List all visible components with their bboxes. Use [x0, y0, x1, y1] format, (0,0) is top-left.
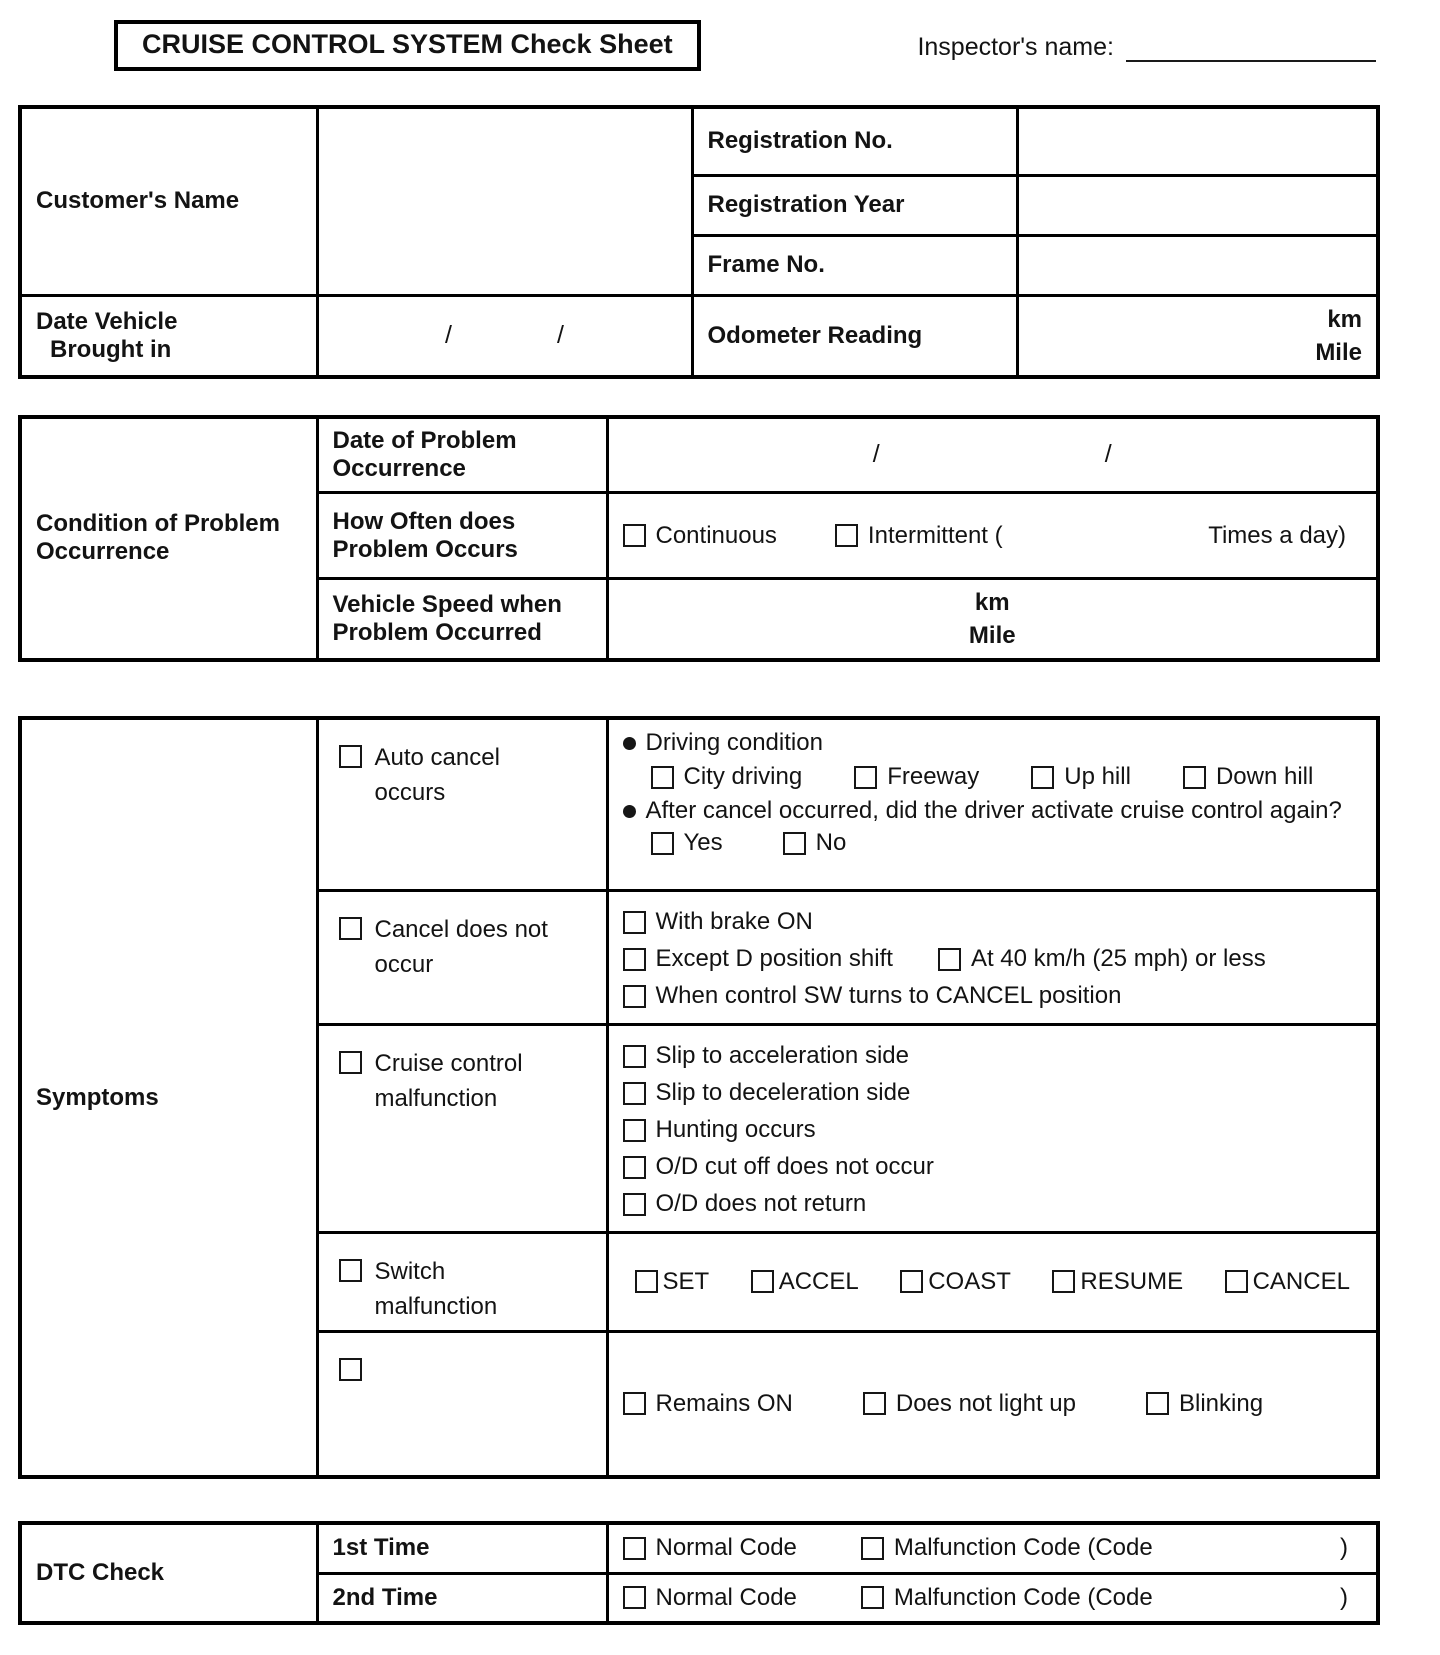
switch-options-cell — [607, 1232, 1378, 1331]
accel-label: ACCEL — [778, 1267, 859, 1295]
hunting-checkbox[interactable] — [623, 1119, 646, 1142]
how-often-label: How Often does Problem Occurs — [317, 493, 607, 579]
date-slash-2: / — [557, 321, 564, 349]
inspector-row — [917, 20, 1376, 62]
coast-label: COAST — [928, 1267, 1011, 1295]
date-brought-label — [20, 295, 317, 377]
auto-cancel-checkbox[interactable] — [339, 745, 362, 768]
page-title-text: CRUISE CONTROL SYSTEM Check Sheet — [142, 29, 673, 59]
dtc-first-time-cell — [607, 1523, 1378, 1573]
problem-date-slash-2: / — [1104, 440, 1112, 469]
driving-condition-label: Driving condition — [645, 729, 823, 756]
uphill-checkbox[interactable] — [1031, 766, 1054, 789]
how-often-options-row — [623, 522, 1363, 550]
auto-cancel-option — [333, 726, 592, 810]
freeway-label: Freeway — [887, 763, 980, 790]
odometer-label: Odometer Reading — [692, 295, 1017, 377]
dtc-first-options-row — [623, 1534, 1363, 1562]
after-cancel-no-option — [783, 829, 847, 857]
dtc2-malfunction-checkbox[interactable] — [861, 1586, 884, 1609]
problem-date-slashes — [623, 440, 1363, 469]
continuous-label: Continuous — [655, 521, 777, 549]
unlabeled-symptom-checkbox[interactable] — [339, 1358, 362, 1381]
auto-cancel-label: Auto cancel occurs — [374, 744, 500, 806]
cancel-option — [1225, 1268, 1350, 1296]
with-brake-on-checkbox[interactable] — [623, 911, 646, 934]
vehicle-speed-field[interactable] — [607, 579, 1378, 661]
dtc2-normal-label: Normal Code — [655, 1583, 797, 1611]
hunting-option — [623, 1116, 816, 1144]
hunting-row — [623, 1112, 1363, 1149]
slip-acceleration-label: Slip to acceleration side — [655, 1042, 909, 1069]
speed-mile-label: Mile — [968, 622, 1016, 649]
dtc1-code-field[interactable]: ) — [1340, 1534, 1348, 1562]
cruise-malfunction-option — [333, 1032, 592, 1116]
dtc-second-time-label: 2nd Time — [317, 1573, 607, 1623]
inspector-name-field[interactable] — [1126, 30, 1376, 62]
frame-no-label: Frame No. — [692, 235, 1017, 295]
does-not-light-label: Does not light up — [895, 1389, 1076, 1417]
with-brake-label: With brake ON — [655, 908, 813, 935]
except-d-position-checkbox[interactable] — [623, 948, 646, 971]
slip-decel-row — [623, 1075, 1363, 1112]
resume-label: RESUME — [1080, 1267, 1184, 1295]
date-slashes — [333, 321, 677, 350]
switch-malfunction-checkbox[interactable] — [339, 1259, 362, 1282]
after-cancel-yes-option — [651, 829, 723, 857]
customer-name-field[interactable] — [317, 107, 692, 295]
downhill-option — [1183, 763, 1313, 791]
indicator-option — [333, 1339, 592, 1381]
city-driving-label: City driving — [683, 763, 803, 790]
driving-options-row — [623, 760, 1363, 794]
slip-deceleration-label: Slip to deceleration side — [655, 1079, 911, 1106]
dtc-first-time-label: 1st Time — [317, 1523, 607, 1573]
od-return-row — [623, 1186, 1363, 1223]
accel-option — [751, 1268, 859, 1296]
resume-option — [1052, 1268, 1183, 1296]
after-cancel-no-label: No — [815, 829, 847, 856]
cancel-not-occur-cell — [317, 890, 607, 1024]
page-title — [114, 20, 701, 71]
od-return-checkbox[interactable] — [623, 1193, 646, 1216]
freeway-checkbox[interactable] — [854, 766, 877, 789]
after-cancel-question: After cancel occurred, did the driver activate cruise control again? — [645, 797, 1342, 824]
continuous-checkbox[interactable] — [623, 524, 646, 547]
customer-info-table — [18, 105, 1380, 379]
bullet-icon — [623, 805, 636, 818]
od-cutoff-label: O/D cut off does not occur — [655, 1153, 934, 1180]
problem-date-field[interactable] — [607, 417, 1378, 493]
dtc-second-time-cell — [607, 1573, 1378, 1623]
continuous-option — [623, 522, 777, 550]
except-d-option — [623, 945, 893, 973]
dtc-table — [18, 1521, 1380, 1625]
slip-deceleration-option — [623, 1079, 911, 1107]
dtc1-normal-label: Normal Code — [655, 1534, 797, 1562]
cancel-label: CANCEL — [1252, 1267, 1350, 1295]
freeway-option — [854, 763, 979, 791]
bullet-icon — [623, 737, 636, 750]
cancel-not-occur-details — [607, 890, 1378, 1024]
slip-accel-row — [623, 1038, 1363, 1075]
remains-on-label: Remains ON — [655, 1389, 793, 1417]
auto-cancel-details — [607, 718, 1378, 890]
frame-no-field[interactable] — [1017, 235, 1378, 295]
control-sw-row — [623, 978, 1363, 1015]
inspector-label: Inspector's name: — [917, 33, 1114, 61]
switch-malfunction-cell — [317, 1232, 607, 1331]
uphill-option — [1031, 763, 1131, 791]
symptoms-section-label: Symptoms — [20, 718, 317, 1477]
times-a-day-label: Times a day) — [1208, 521, 1346, 549]
accel-checkbox[interactable] — [751, 1270, 774, 1293]
yes-no-row — [623, 826, 1363, 860]
vehicle-speed-label: Vehicle Speed when Problem Occurred — [317, 579, 607, 661]
cruise-malfunction-label: Cruise control malfunction — [374, 1049, 523, 1112]
registration-no-field[interactable] — [1017, 107, 1378, 175]
control-sw-option — [623, 982, 1122, 1010]
date-brought-line1: Date Vehicle — [36, 307, 178, 335]
odometer-km-label: km — [1327, 305, 1362, 333]
intermittent-checkbox[interactable] — [835, 524, 858, 547]
dtc2-malfunction-label: Malfunction Code (Code — [893, 1583, 1153, 1611]
odometer-mile-label: Mile — [1315, 338, 1362, 366]
coast-checkbox[interactable] — [900, 1270, 923, 1293]
slip-acceleration-checkbox[interactable] — [623, 1045, 646, 1068]
remains-on-checkbox[interactable] — [623, 1392, 646, 1415]
problem-date-label: Date of Problem Occurrence — [317, 417, 607, 493]
blinking-option — [1146, 1390, 1263, 1418]
set-checkbox[interactable] — [635, 1270, 658, 1293]
dtc1-normal-checkbox[interactable] — [623, 1537, 646, 1560]
cruise-control-malfunction-checkbox[interactable] — [339, 1051, 362, 1074]
indicator-options-cell — [607, 1331, 1378, 1477]
with-brake-row — [623, 904, 1363, 941]
problem-date-slash-1: / — [872, 440, 880, 469]
how-often-options — [607, 493, 1378, 579]
cancel-not-occur-label: Cancel does not occur — [374, 915, 548, 978]
after-cancel-question-row — [623, 794, 1363, 826]
remains-on-option — [623, 1390, 793, 1418]
city-driving-option — [651, 763, 803, 791]
indicator-options-row — [623, 1385, 1363, 1422]
condition-section-label: Condition of Problem Occurrence — [20, 417, 317, 661]
driving-condition-item — [623, 729, 823, 757]
intermittent-label: Intermittent ( — [867, 521, 1003, 549]
does-not-light-up-checkbox[interactable] — [863, 1392, 886, 1415]
downhill-label: Down hill — [1215, 763, 1314, 790]
dtc1-malfunction-option — [861, 1534, 1153, 1562]
after-cancel-yes-checkbox[interactable] — [651, 832, 674, 855]
header — [18, 20, 1376, 71]
set-option — [635, 1268, 710, 1296]
cancel-checkbox[interactable] — [1225, 1270, 1248, 1293]
vehicle-speed-units — [623, 586, 1363, 652]
od-cutoff-row — [623, 1149, 1363, 1186]
uphill-label: Up hill — [1064, 763, 1131, 790]
blinking-label: Blinking — [1179, 1389, 1264, 1417]
odometer-field[interactable] — [1017, 295, 1378, 377]
symptoms-table — [18, 716, 1380, 1479]
at-40kmh-checkbox[interactable] — [938, 948, 961, 971]
od-cutoff-checkbox[interactable] — [623, 1156, 646, 1179]
od-cutoff-option — [623, 1153, 934, 1181]
with-brake-option — [623, 908, 813, 936]
dtc-section-label: DTC Check — [20, 1523, 317, 1623]
auto-cancel-cell — [317, 718, 607, 890]
city-driving-checkbox[interactable] — [651, 766, 674, 789]
date-brought-field[interactable] — [317, 295, 692, 377]
registration-year-field[interactable] — [1017, 175, 1378, 235]
registration-no-label: Registration No. — [692, 107, 1017, 175]
switch-options-row — [623, 1268, 1363, 1296]
after-cancel-yes-label: Yes — [683, 829, 723, 856]
after-cancel-no-checkbox[interactable] — [783, 832, 806, 855]
coast-option — [900, 1268, 1011, 1296]
except-d-label: Except D position shift — [655, 945, 893, 972]
intermittent-option — [835, 522, 1003, 550]
condition-table — [18, 415, 1380, 663]
date-brought-line2: Brought in — [50, 335, 172, 363]
downhill-checkbox[interactable] — [1183, 766, 1206, 789]
dtc2-normal-checkbox[interactable] — [623, 1586, 646, 1609]
hunting-label: Hunting occurs — [655, 1116, 816, 1143]
does-not-light-option — [863, 1390, 1076, 1418]
odometer-units — [1033, 303, 1363, 369]
cancel-does-not-occur-checkbox[interactable] — [339, 917, 362, 940]
dtc2-code-field[interactable]: ) — [1340, 1583, 1348, 1611]
resume-checkbox[interactable] — [1052, 1270, 1075, 1293]
registration-year-label: Registration Year — [692, 175, 1017, 235]
slip-acceleration-option — [623, 1042, 909, 1070]
switch-malfunction-label: Switch malfunction — [374, 1257, 498, 1320]
date-slash-1: / — [445, 321, 452, 349]
customer-name-label: Customer's Name — [20, 107, 317, 295]
control-sw-label: When control SW turns to CANCEL position — [655, 982, 1122, 1009]
cruise-malfunction-details — [607, 1024, 1378, 1232]
slip-deceleration-checkbox[interactable] — [623, 1082, 646, 1105]
at-40kmh-option — [938, 945, 1266, 973]
cruise-malfunction-cell — [317, 1024, 607, 1232]
dtc1-malfunction-checkbox[interactable] — [861, 1537, 884, 1560]
except-d-row — [623, 941, 1363, 978]
indicator-cell — [317, 1331, 607, 1477]
control-sw-cancel-checkbox[interactable] — [623, 985, 646, 1008]
driving-condition-row — [623, 726, 1363, 760]
od-return-label: O/D does not return — [655, 1190, 867, 1217]
switch-malfunction-option — [333, 1240, 592, 1324]
blinking-checkbox[interactable] — [1146, 1392, 1169, 1415]
at-40kmh-label: At 40 km/h (25 mph) or less — [970, 945, 1266, 972]
speed-km-label: km — [974, 589, 1010, 616]
dtc1-normal-option — [623, 1534, 797, 1562]
cancel-not-occur-option — [333, 898, 592, 982]
dtc1-malfunction-label: Malfunction Code (Code — [893, 1534, 1153, 1562]
od-return-option — [623, 1190, 867, 1218]
set-label: SET — [662, 1267, 710, 1295]
